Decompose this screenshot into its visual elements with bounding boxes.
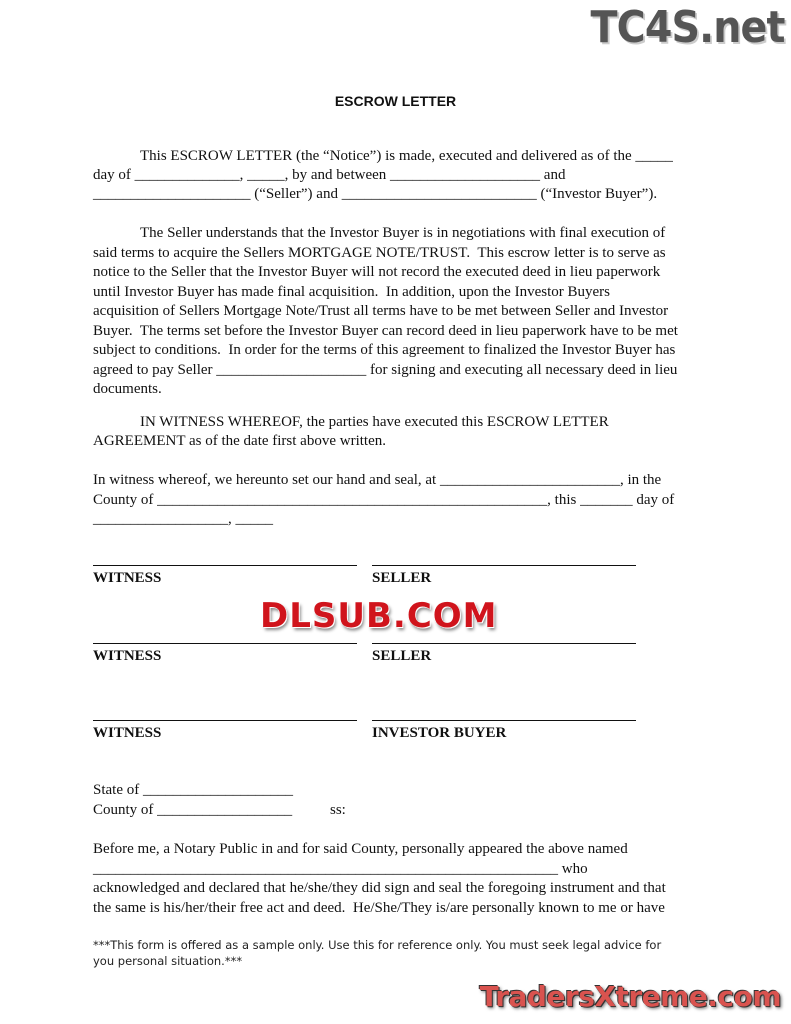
paragraph2-line: The Seller understands that the Investor Buyer is in negotiations with final execution of (140, 225, 666, 241)
disclaimer-line: ***This form is offered as a sample only. Use this for reference only. You must seek legal advice for (93, 938, 662, 952)
paragraph2-line: agreed to pay Seller ____________________ for signing and executing all necessary deed in lieu (93, 361, 678, 378)
witness-signature-line (93, 720, 357, 721)
signature-label-left: WITNESS (93, 648, 162, 664)
paragraph4-line: County of ____________________________________________________, this _______ day of (93, 491, 675, 508)
paragraph2-line: said terms to acquire the Sellers MORTGAGE NOTE/TRUST. This escrow letter is to serve as (93, 244, 666, 261)
paragraph3-line: AGREEMENT as of the date first above written. (93, 433, 386, 449)
seller-signature-line (372, 565, 636, 566)
paragraph3-line: IN WITNESS WHEREOF, the parties have executed this ESCROW LETTER (140, 414, 609, 430)
paragraph4-line: In witness whereof, we hereunto set our hand and seal, at ________________________, in the (93, 472, 662, 488)
tradersxtreme-watermark-logo: TradersXtreme.com (479, 980, 781, 1013)
paragraph1-line: This ESCROW LETTER (the “Notice”) is made, executed and delivered as of the _____ (140, 148, 673, 164)
notary-line: Before me, a Notary Public in and for said County, personally appeared the above named (93, 841, 628, 857)
signature-label-right: INVESTOR BUYER (372, 725, 507, 741)
investor-buyer-signature-line (372, 720, 636, 721)
seller-signature-line (372, 643, 636, 644)
notary-line: ______________________________________________________________ who (93, 860, 588, 877)
witness-signature-line (93, 565, 357, 566)
notary-county: County of __________________ (93, 802, 293, 818)
notary-state: State of ____________________ (93, 782, 293, 798)
notary-ss: ss: (330, 802, 346, 818)
notary-line: the same is his/her/their free act and deed. He/She/They is/are personally known to me or have (93, 899, 665, 916)
paragraph1-line: _____________________ (“Seller”) and __________________________ (“Investor Buyer”). (93, 186, 658, 202)
paragraph4-line: __________________, _____ (93, 511, 273, 527)
disclaimer-line: you personal situation.*** (93, 954, 243, 968)
document-title: ESCROW LETTER (334, 93, 457, 109)
signature-label-left: WITNESS (93, 725, 162, 741)
tc4s-watermark-logo: TC4S.net (591, 2, 785, 53)
signature-label-left: WITNESS (93, 570, 162, 586)
witness-signature-line (93, 643, 357, 644)
paragraph1-line: day of ______________, _____, by and between ____________________ and (93, 167, 566, 183)
signature-label-right: SELLER (372, 570, 432, 586)
paragraph2-line: documents. (93, 381, 162, 397)
paragraph2-line: notice to the Seller that the Investor Buyer will not record the executed deed in lieu paperwork (93, 264, 661, 280)
paragraph2-line: subject to conditions. In order for the terms of this agreement to finalized the Investor Buyer has (93, 342, 676, 358)
paragraph2-line: acquisition of Sellers Mortgage Note/Trust all terms have to be met between Seller and Investor (93, 303, 669, 319)
dlsub-watermark-logo: DLSUB.COM (260, 596, 498, 636)
signature-label-right: SELLER (372, 648, 432, 664)
notary-line: acknowledged and declared that he/she/they did sign and seal the foregoing instrument and that (93, 880, 666, 896)
paragraph2-line: Buyer. The terms set before the Investor Buyer can record deed in lieu paperwork have to be met (93, 322, 678, 339)
paragraph2-line: until Investor Buyer has made final acquisition. In addition, upon the Investor Buyers (93, 283, 610, 300)
